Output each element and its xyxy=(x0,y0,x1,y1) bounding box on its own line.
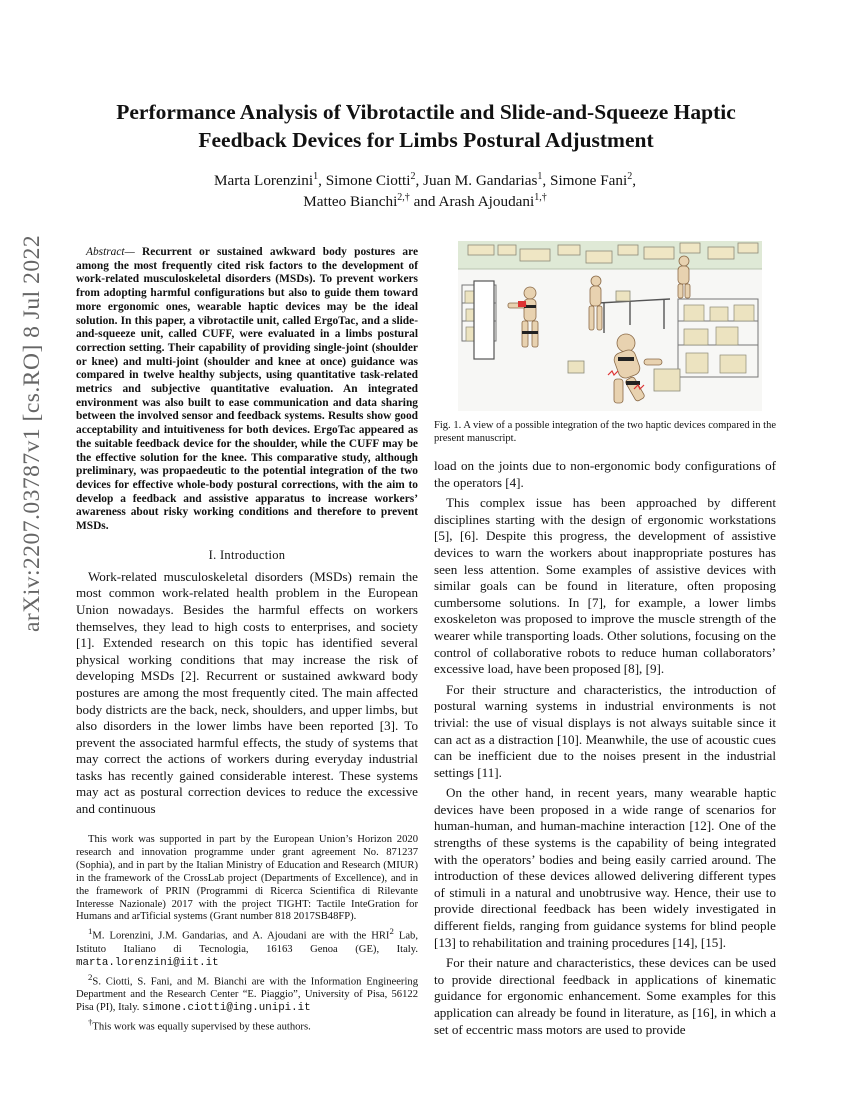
body-paragraph: This complex issue has been approached by different disciplines starting with the design of ergonomic workstations [5], [6]. Despite this progress, the development of assistive devices to warn the workers about inappropriate postures has seen less attention. Some examples of assistive devices with similar goals can be found in literature, often proposing cumbersome solutions. In [7], for example, a lower limbs exoskeleton was proposed to improve the muscle strength of the wearer while transporting loads. Other solutions, focusing on the control of collaborative robots to reduce human collaborators’ excessive load, have been proposed [8], [9]. xyxy=(434,495,776,677)
footnote-mark: 1 xyxy=(88,926,93,937)
author-name: Simone Ciotti xyxy=(325,172,411,189)
author-name: Matteo Bianchi xyxy=(303,193,398,210)
factory-scene-illustration xyxy=(458,241,762,411)
abstract-label: Abstract— xyxy=(86,246,135,258)
author-conjunction: and xyxy=(409,193,439,210)
footnote-text: S. Ciotti, S. Fani, and M. Bianchi are with the Information Engineering Department and the Research Center “E. Piaggio”, University of Pisa, 56122 Pisa (PI), Italy. xyxy=(76,976,418,1013)
footnote-text: This work was equally supervised by these authors. xyxy=(92,1021,311,1033)
figure-1-illustration xyxy=(458,241,762,411)
email-link[interactable]: marta.lorenzini@iit.it xyxy=(76,956,219,969)
affiliation-mark: 1 xyxy=(313,170,319,182)
right-column xyxy=(434,458,776,1042)
abstract xyxy=(76,246,418,534)
arxiv-stamp-text: arXiv:2207.03787v1 [cs.RO] 8 Jul 2022 xyxy=(19,234,45,632)
left-column xyxy=(76,246,418,822)
author-name: Arash Ajoudani xyxy=(438,193,535,210)
email-link[interactable]: simone.ciotti@ing.unipi.it xyxy=(142,1001,311,1014)
author-separator: , xyxy=(318,172,326,189)
author-name: Juan M. Gandarias xyxy=(423,172,538,189)
paper-title xyxy=(88,98,764,154)
affiliation-mark: 2,† xyxy=(397,191,410,203)
affiliation-mark: 2 xyxy=(627,170,633,182)
author-line-1 xyxy=(120,170,730,191)
section-heading-introduction: I. Introduction xyxy=(208,547,286,562)
footnote-affiliation-2 xyxy=(76,971,418,1015)
body-paragraph: For their nature and characteristics, these devices can be used to provide directional feedback in applications of kinematic guidance for ergonomic enhancement. Some examples for this application can already be found in literature, as [16], in which a set of eccentric mass motors are used to provide xyxy=(434,955,776,1037)
author-line-2 xyxy=(120,191,730,212)
footnote-mark: † xyxy=(88,1016,93,1027)
footnotes xyxy=(76,834,418,1035)
footnote-funding: This work was supported in part by the European Union’s Horizon 2020 research and innovation programme under grant agreement No. 871237 (Sophia), and in part by the Italian Ministry of Education and Research (MIUR) in the framework of the CrossLab project (Departments of Excellence), and in the framework of PRIN (Programmi di Ricerca Scientifica di Rilevante Interesse Nazionale) 2017 with the project TIGHT: Tactile InteGration for Humans and arTificial systems (Grant number 818 2017SB48FP). xyxy=(76,834,418,923)
footnote-text: M. Lorenzini, J.M. Gandarias, and A. Ajoudani are with the HRI xyxy=(92,930,390,942)
affiliation-mark: 2 xyxy=(410,170,416,182)
author-list xyxy=(120,170,730,212)
footnote-mark: 2 xyxy=(88,971,93,982)
body-paragraph: Work-related musculoskeletal disorders (MSDs) remain the most common work-related health problem in the European Union nowadays. Besides the harmful effects on workers themselves, they lead to high costs to enterprises, and society [1]. Extended research on this topic has identified several physical working conditions that may increase the risk of developing MSDs [2]. Recurrent or sustained awkward body postures are among the most frequently cited. The main affected body districts are the back, neck, shoulders, and upper limbs, but also disorders in the lower limbs have been reported [3]. To prevent the associated harmful effects, the study of systems that may correct the actions of workers during everyday industrial tasks has recently gained considerable interest. These systems may act as postural correction devices to reduce the excessive and continuous xyxy=(76,568,418,817)
body-paragraph: For their structure and characteristics, the introduction of postural warning systems in industrial environments is not trivial: the use of visual displays is not always suitable since it can act as a distraction [10]. Meanwhile, the use of acoustic cues can be inefficient due to the noises present in the industrial settings [11]. xyxy=(434,681,776,780)
author-separator: , xyxy=(415,172,424,189)
body-paragraph: load on the joints due to non-ergonomic body configurations of the operators [4]. xyxy=(434,458,776,490)
title-line-2: Feedback Devices for Limbs Postural Adjustment xyxy=(198,128,654,152)
author-name: Marta Lorenzini xyxy=(213,172,314,189)
author-separator: , xyxy=(632,172,637,189)
author-separator: , xyxy=(542,172,550,189)
footnote-supervision xyxy=(76,1016,418,1034)
title-line-1: Performance Analysis of Vibrotactile and Slide-and-Squeeze Haptic xyxy=(116,100,736,124)
author-name: Simone Fani xyxy=(550,172,628,189)
affiliation-mark: 1 xyxy=(537,170,543,182)
body-paragraph: On the other hand, in recent years, many wearable haptic devices have been proposed in a wide range of scenarios for human-human, and human-machine interaction [12]. One of the strengths of these systems is the capability of being integrated with the operators’ bodies and being easily carried around. The introduction of these devices allowed delivering different types of stimuli in a natural and unobtrusive way. Hence, their use to provide directional feedback has been widely investigated in different fields, ranging from guidance systems for blind people [13] to rehabilitation and training procedures [14], [15]. xyxy=(434,785,776,950)
footnote-mark: 2 xyxy=(389,926,394,937)
abstract-text: Recurrent or sustained awkward body postures are among the most frequently cited risk factors to the development of work-related musculoskeletal disorders (MSDs). To prevent workers from adopting harmful configurations but also to guide them toward more ergonomic ones, wearable haptic devices may be the ideal solution. In this paper, a vibrotactile unit, called ErgoTac, and a slide-and-squeeze unit, called CUFF, were evaluated in a limbs postural correction setting. Their capability of providing single-joint (shoulder or knee) and multi-joint (shoulder and knee at once) guidance was compared in twelve healthy subjects, using quantitative task-related metrics and subjective quantitative evaluation. An integrated environment was also built to ease communication and data sharing between the involved sensor and feedback systems. Results show good acceptability and intuitiveness for both devices. ErgoTac appeared as the suitable feedback device for the shoulder, while the CUFF may be the effective solution for the knee. This comparative study, although preliminary, was propaedeutic to the potential integration of the two devices for effective whole-body postural corrections, with the aim to develop a feedback and assistive apparatus to increase workers’ awareness about risky working conditions and therefore to prevent MSDs. xyxy=(76,246,418,533)
footnote-affiliation-1 xyxy=(76,925,418,969)
footnote-text: Lab, Istituto Italiano di Tecnologia, 16163 Genoa (GE), Italy. xyxy=(76,930,418,955)
affiliation-mark: 1,† xyxy=(534,191,547,203)
figure-1-caption: Fig. 1. A view of a possible integration of the two haptic devices compared in the present manuscript. xyxy=(434,420,776,444)
